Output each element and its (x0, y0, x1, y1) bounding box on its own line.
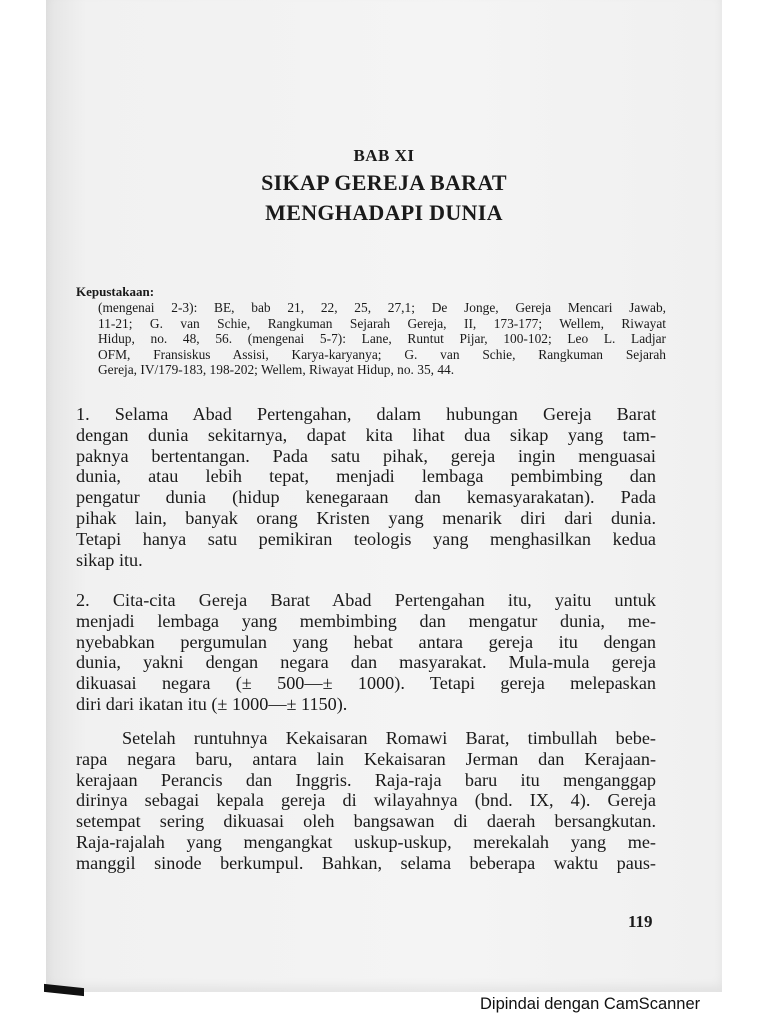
reference-line: Hidup, no. 48, 56. (mengenai 5-7): Lane, Runtut Pijar, 100-102; Leo L. Ladjar (98, 331, 666, 346)
text-line: dengan dunia sekitarnya, dapat kita lihat dua sikap yang tam- (76, 424, 656, 445)
text-line: dunia, atau lebih tepat, menjadi lembaga pembimbing dan (76, 466, 656, 487)
text-line: rapa negara baru, antara lain Kekaisaran Jerman dan Kerajaan- (76, 748, 656, 769)
chapter-number: BAB XI (353, 146, 415, 165)
scanner-watermark: Dipindai dengan CamScanner (480, 995, 701, 1013)
references-label: Kepustakaan: (76, 284, 155, 299)
paragraph-1 (76, 404, 656, 570)
text-line: setempat sering dikuasai oleh bangsawan di daerah bersangkutan. (76, 811, 656, 832)
text-line: Setelah runtuhnya Kekaisaran Romawi Barat, timbullah bebe- (122, 728, 656, 748)
chapter-title-line-2: MENGHADAPI DUNIA (265, 200, 503, 225)
text-line: diri dari ikatan itu (± 1000—± 1150). (76, 693, 348, 714)
text-line: 1. Selama Abad Pertengahan, dalam hubungan Gereja Barat (76, 404, 656, 424)
text-line: Tetapi hanya satu pemikiran teologis yang menghasilkan kedua (76, 528, 656, 549)
text-line: dikuasai negara (± 500—± 1000). Tetapi gereja melepaskan (76, 673, 656, 694)
text-line: sikap itu. (76, 549, 143, 570)
text-line: pihak lain, banyak orang Kristen yang menarik diri dari dunia. (76, 507, 656, 528)
reference-line: (mengenai 2-3): BE, bab 21, 22, 25, 27,1; De Jonge, Gereja Mencari Jawab, (98, 300, 666, 315)
text-line: Raja-rajalah yang mengangkat uskup-uskup, merekalah yang me- (76, 831, 656, 852)
reference-line: OFM, Fransiskus Assisi, Karya-karyanya; G. van Schie, Rangkuman Sejarah (98, 346, 666, 362)
chapter-title-line-1: SIKAP GEREJA BARAT (261, 170, 507, 195)
page-number: 119 (628, 912, 653, 931)
text-line: manggil sinode berkumpul. Bahkan, selama beberapa waktu paus- (76, 852, 656, 873)
text-line: dirinya sebagai kepala gereja di wilayahnya (bnd. IX, 4). Gereja (76, 790, 656, 811)
paragraph-2 (76, 590, 656, 715)
paragraph-3 (76, 728, 656, 874)
text-line: dunia, yakni dengan negara dan masyarakat. Mula-mula gereja (76, 652, 656, 673)
text-line: menjadi lembaga yang membimbing dan mengatur dunia, me- (76, 610, 656, 631)
text-line: 2. Cita-cita Gereja Barat Abad Pertengahan itu, yaitu untuk (76, 590, 656, 610)
reference-line: Gereja, IV/179-183, 198-202; Wellem, Riwayat Hidup, no. 35, 44. (98, 362, 455, 377)
text-line: kerajaan Perancis dan Inggris. Raja-raja baru itu menganggap (76, 769, 656, 790)
text-line: nyebabkan pergumulan yang hebat antara gereja itu dengan (76, 631, 656, 652)
text-line: pengatur dunia (hidup kenegaraan dan kemasyarakatan). Pada (76, 487, 656, 508)
text-line: paknya bertentangan. Pada satu pihak, gereja ingin menguasai (76, 445, 656, 466)
reference-line: 11-21; G. van Schie, Rangkuman Sejarah Gereja, II, 173-177; Wellem, Riwayat (98, 315, 666, 331)
references-block (98, 300, 666, 378)
